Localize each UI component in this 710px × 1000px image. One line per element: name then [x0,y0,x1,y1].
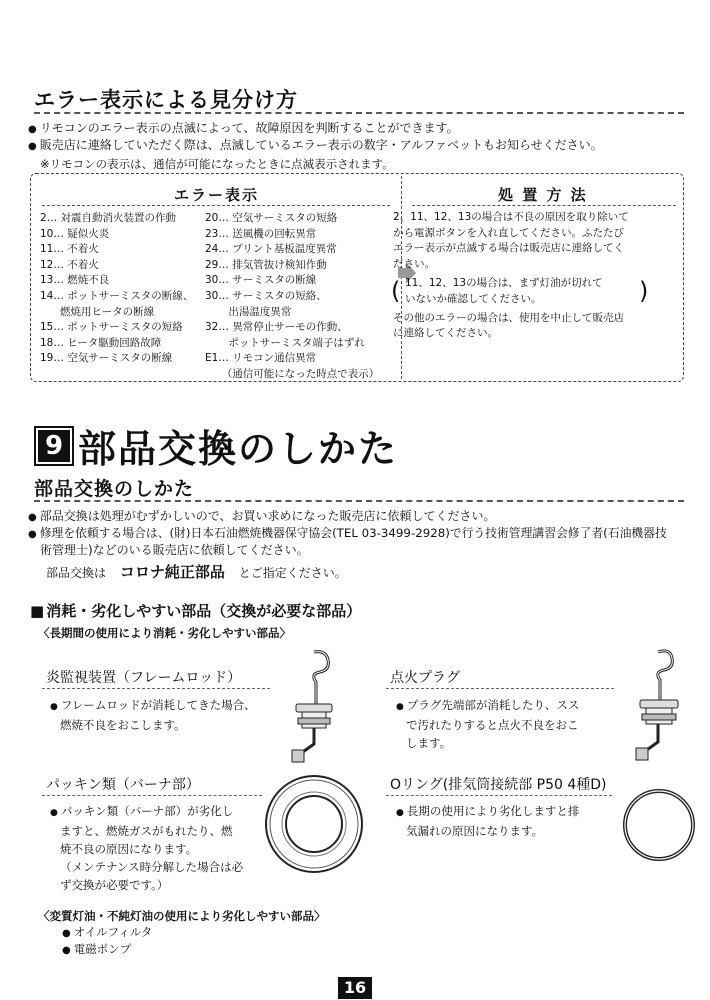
error-code-item: 燃焼用ヒータの断線 [40,305,155,318]
part-desc-line: で汚れたりすると点火不良をおこ [406,718,579,732]
remedy-line: 2、11、12、13の場合は不良の原因を取り除いて [393,211,629,223]
designate-pre: 部品交換は [46,566,107,580]
part-description [396,696,579,752]
consumables-subheading: 〈長期間の使用により消耗・劣化しやすい部品〉 [38,626,291,640]
parts-bullet-2: ● 修理を依頼する場合は、(財)日本石油燃焼機器保守協会(TEL 03-3499-2928)で行う技術管理講習会修了者(石油機器技 [28,525,667,543]
part-name-underline [42,795,262,796]
parts-bullet-2-cont: 術管理士)などのいる販売店に依頼してください。 [40,543,309,557]
error-code-item: 30… サーミスタの短絡、 [205,289,327,302]
error-code-item: 24… プリント基板温度異常 [205,243,337,256]
error-code-item: 12… 不着火 [40,258,99,271]
part-desc-line: ● プラグ先端部が消耗したり、スス [396,696,579,716]
error-bullet-2: ● 販売店に連絡していただく際は、点滅しているエラー表示の数字・アルファベットもお知らせください。 [28,137,603,155]
remedy-paren-box [393,276,673,307]
error-bullet-1: ● リモコンのエラー表示の点滅によって、故障原因を判断することができます。 [28,120,459,138]
close-paren: ) [639,277,649,306]
error-code-item: 19… 空気サーミスタの断線 [40,352,173,365]
gasket-image [262,772,366,876]
section-title: 部品交換のしかた [78,427,399,471]
section-number-badge: 9 [34,426,74,466]
parts-bullet-1: ● 部品交換は処理がむずかしいので、お買い求めになった販売店に依頼してください。 [28,508,496,526]
part-desc-line: 燃焼不良をおこします。 [60,718,186,732]
subtitle-underline [34,500,684,502]
error-code-item: 15… ポットサーミスタの短絡 [40,321,183,334]
error-code-item: 32… 異常停止サーモの作動、 [205,321,348,334]
kerosene-heading: 〈変質灯油・不純灯油の使用により劣化しやすい部品〉 [38,909,326,923]
error-code-item: ポットサーミスタ端子はずれ [205,336,365,349]
part-desc-line: ● 長期の使用により劣化しますと排 [396,802,579,822]
right-header-underline [412,205,676,206]
remedy-text [393,210,673,342]
remedy-line: ださい。 [393,257,435,270]
error-code-item: 2… 対震自動消火装置の作動 [40,212,177,224]
remedy-line: エラー表示が点滅する場合は販売店に連絡してく [393,242,624,255]
remedy-line: に連絡してください。 [393,327,498,340]
part-name: 点火プラグ [390,670,460,686]
part-name: 炎監視装置（フレームロッド） [46,670,242,686]
error-code-item: （通信可能になった時点で表示） [205,367,380,380]
part-desc-line: ますと、燃焼ガスがもれたり、燃 [60,824,233,838]
designate-line [46,564,347,582]
remedy-line: その他のエラーの場合は、使用を中止して販売店 [393,311,624,324]
error-code-item: 14… ポットサーミスタの断線、 [40,289,194,302]
error-code-item: 13… 燃焼不良 [40,274,110,287]
error-code-item: 出湯温度異常 [205,305,292,318]
left-header-underline [42,205,390,206]
part-desc-line: ● フレームロッドが消耗してきた場合、 [50,696,256,716]
brand-name: コロナ純正部品 [119,563,225,581]
remedy-paren-line: いないか確認してください。 [405,292,542,305]
section-subtitle: 部品交換のしかた [34,478,195,500]
error-table-left-header: エラー表示 [174,186,260,204]
kerosene-item: ● 電磁ポンプ [62,941,131,959]
page-number: 16 [338,977,372,999]
kerosene-item: ● オイルフィルタ [62,924,152,942]
consumables-heading [30,600,361,621]
open-paren: ( [391,277,401,306]
part-description [50,696,256,734]
remedy-paren-line: 11、12、13の場合は、まず灯油が切れて [405,277,603,290]
error-section-title: エラー表示による見分け方 [34,88,298,112]
remedy-line: から電源ボタンを入れ直してください。ふたたび [393,226,624,239]
part-name: Oリング(排気筒接続部 P50 4種D) [390,777,607,793]
error-table-right-header: 処 置 方 法 [498,186,588,204]
title-underline [34,112,684,114]
part-desc-line: します。 [406,736,452,750]
error-code-item: 30… サーミスタの断線 [205,274,317,287]
part-name-underline [42,688,270,689]
part-name: パッキン類（バーナ部） [46,777,200,793]
part-description [50,802,243,894]
error-note: ※リモコンの表示は、通信が可能になったときに点滅表示されます。 [40,157,394,171]
error-code-item: 10… 疑似火炎 [40,227,110,240]
designate-post: とご指定ください。 [238,566,347,580]
part-desc-line: （メンテナンス時分解した場合は必 [60,860,244,874]
consumables-heading-text: 消耗・劣化しやすい部品（交換が必要な部品） [46,602,362,620]
o-ring-image [620,786,698,864]
part-description [396,802,579,840]
error-codes-col1 [40,211,193,367]
error-code-item: 23… 送風機の回転異常 [205,227,317,240]
error-code-item: 18… ヒータ駆動回路故障 [40,336,162,349]
error-code-item: 29… 排気管抜け検知作動 [205,258,327,271]
part-name-underline [386,795,612,796]
error-code-item: E1… リモコン通信異常 [205,352,317,365]
part-desc-line: 焼不良の原因になります。 [60,842,198,856]
flame-rod-image [282,648,346,766]
spark-plug-image [624,646,690,764]
part-desc-line: ● パッキン類（バーナ部）が劣化し [50,802,243,822]
error-codes-col2 [205,211,379,383]
part-name-underline [386,688,614,689]
part-desc-line: 気漏れの原因になります。 [406,824,544,838]
error-code-item: 11… 不着火 [40,243,99,256]
part-desc-line: ず交換が必要です。） [60,878,169,892]
error-code-item: 20… 空気サーミスタの短絡 [205,212,338,224]
